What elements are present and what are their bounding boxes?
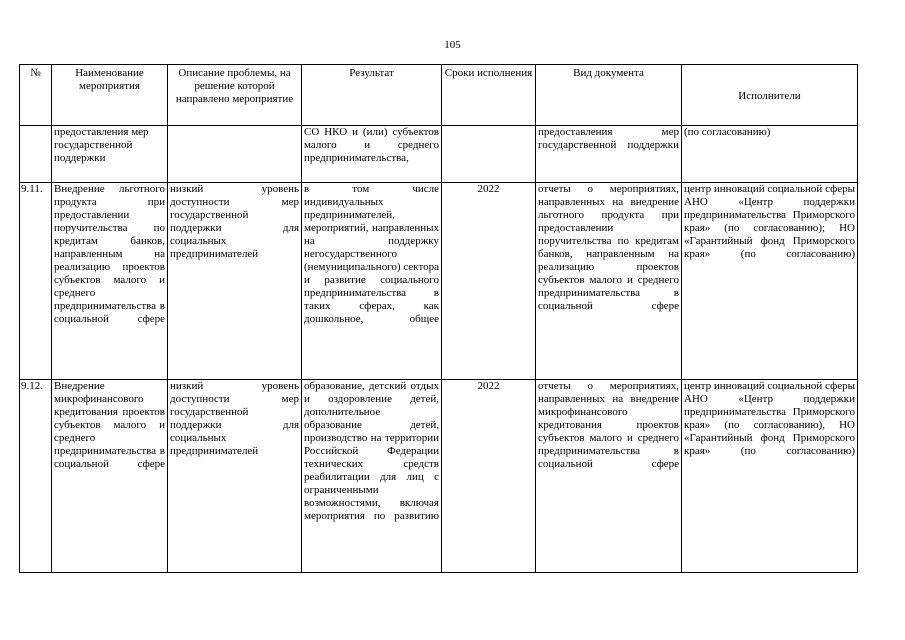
row-num: 9.12. [20, 380, 52, 573]
row-problem [168, 126, 302, 183]
row-num [20, 126, 52, 183]
row-num: 9.11. [20, 183, 52, 380]
row-result: образование, детский отдых и оздоровление детей, дополнительное образование детей, производство на территории Российской Федерации технических средств реабилитации для лиц с ограниченными возможностями, включая мероприятия по развитию [302, 380, 442, 573]
row-problem: низкий уровень доступности мер государственной поддержки для социальных предпринимателей [168, 380, 302, 573]
activities-table [19, 64, 858, 573]
row-result: в том числе индивидуальных предпринимателей, мероприятий, направленных на поддержку негосударственного (немуниципального) сектора и развитие социального предпринимательства в таких сферах, как дошкольное, общее [302, 183, 442, 380]
row-doc: отчеты о мероприятиях, направленных на внедрение микрофинансового кредитования проектов субъектов малого и среднего предпринимательства в социальной сфере [536, 380, 682, 573]
table-header-row [20, 65, 858, 126]
row-term: 2022 [442, 183, 536, 380]
page-number: 105 [444, 39, 461, 51]
row-executors: центр инноваций социальной сферы АНО «Центр поддержки предпринимательства Приморского края» (по согласованию), НО «Гарантийный фонд Приморского края» (по согласованию) [682, 380, 858, 573]
row-problem: низкий уровень доступности мер государственной поддержки для социальных предпринимателей [168, 183, 302, 380]
row-term: 2022 [442, 380, 536, 573]
row-executors: центр инноваций социальной сферы АНО «Центр поддержки предпринимательства Приморского края» (по согласованию); НО «Гарантийный фонд Приморского края» (по согласованию) [682, 183, 858, 380]
header-executors: Исполнители [682, 65, 858, 126]
row-doc: предоставления мер государственной поддержки [536, 126, 682, 183]
row-name: Внедрение льготного продукта при предоставлении поручительства по кредитам банков, направленным на реализацию проектов субъектов малого и среднего предпринимательства в социальной сфере [52, 183, 168, 380]
row-doc: отчеты о мероприятиях, направленных на внедрение льготного продукта при предоставлении поручительства по кредитам банков, направленным на реализацию проектов субъектов малого и среднего предпринимательства в социальной сфере [536, 183, 682, 380]
row-result: СО НКО и (или) субъектов малого и среднего предпринимательства, [302, 126, 442, 183]
header-result: Результат [302, 65, 442, 126]
table-row [20, 126, 858, 183]
row-executors: (по согласованию) [682, 126, 858, 183]
header-name: Наименование мероприятия [52, 65, 168, 126]
table-row [20, 380, 858, 573]
row-term [442, 126, 536, 183]
row-name: Внедрение микрофинансового кредитования проектов субъектов малого и среднего предпринимательства в социальной сфере [52, 380, 168, 573]
header-num: № [20, 65, 52, 126]
row-name: предоставления мер государственной поддержки [52, 126, 168, 183]
header-doc: Вид документа [536, 65, 682, 126]
header-problem: Описание проблемы, на решение которой направлено мероприятие [168, 65, 302, 126]
header-term: Сроки исполнения [442, 65, 536, 126]
table-row [20, 183, 858, 380]
